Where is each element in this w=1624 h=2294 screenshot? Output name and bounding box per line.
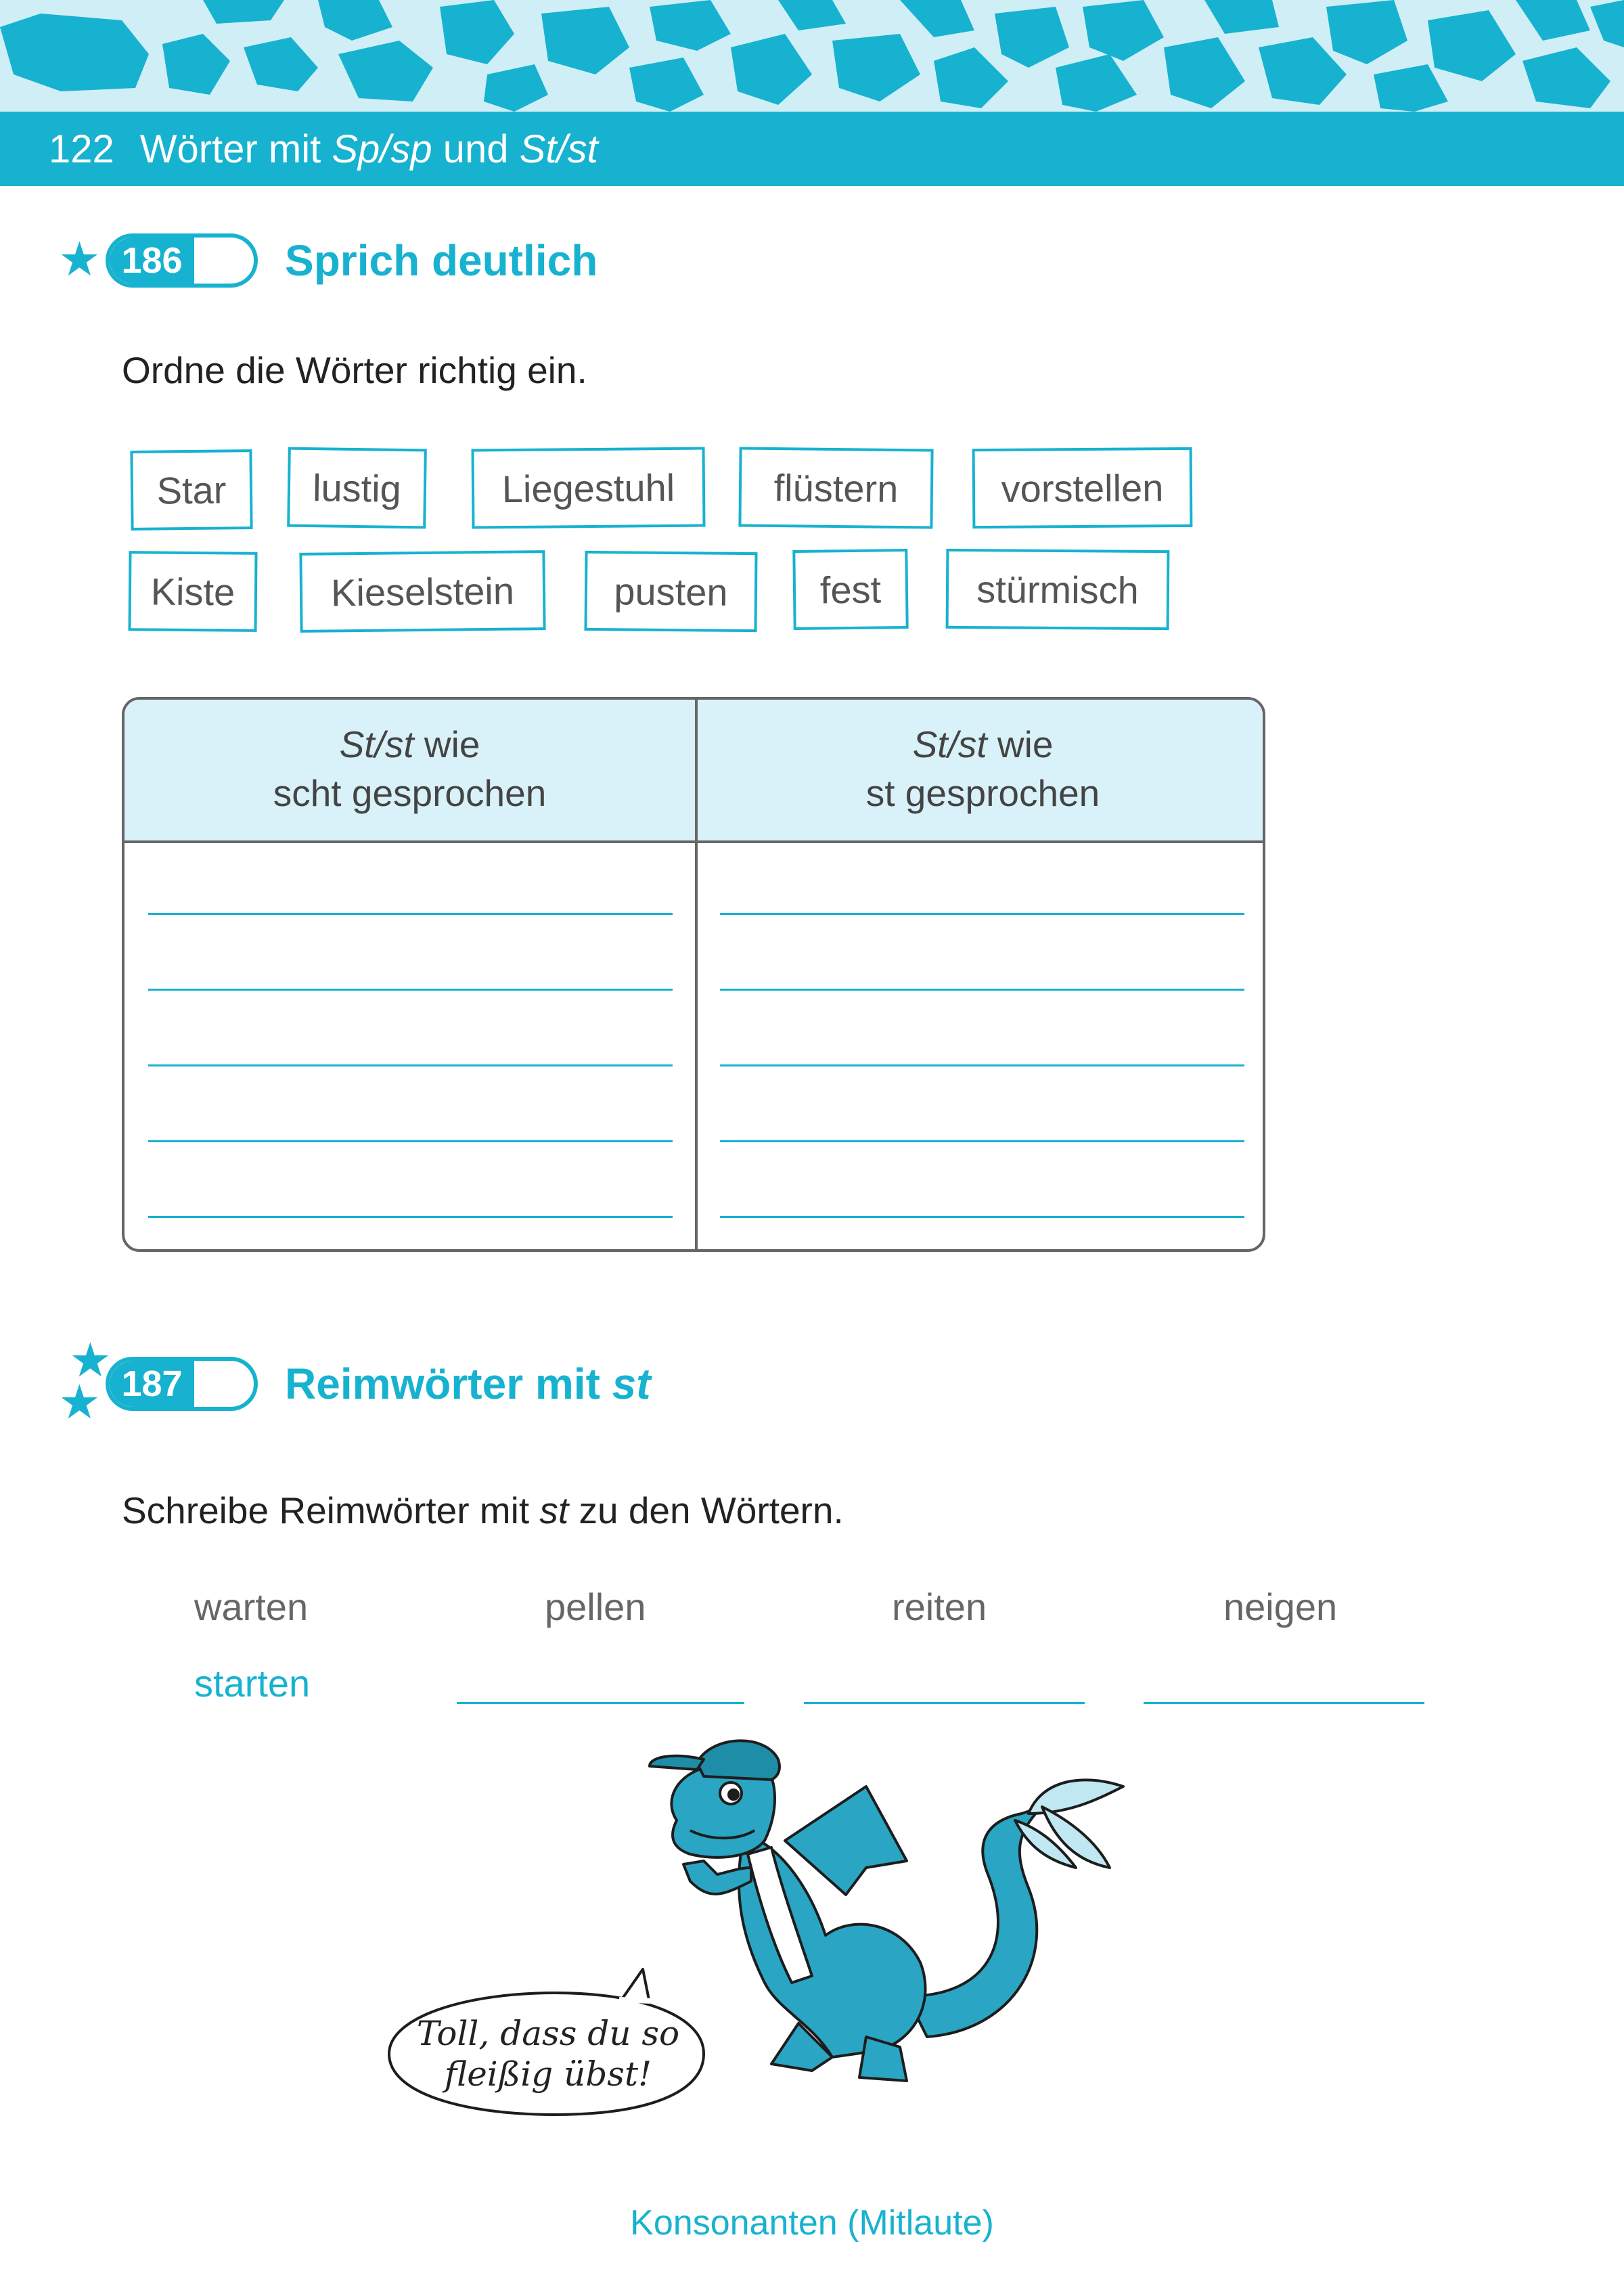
page-title-bar — [0, 112, 1624, 186]
task-number-badge — [106, 1357, 258, 1411]
rhyme-source-word: reiten — [892, 1585, 987, 1628]
task-186-instruction: Ordne die Wörter richtig ein. — [122, 349, 587, 391]
answer-line-col2[interactable] — [720, 989, 1244, 991]
word-card[interactable]: vorstellen — [972, 447, 1193, 528]
answer-line-col1[interactable] — [148, 989, 673, 991]
task-number-badge — [106, 233, 258, 288]
word-card[interactable]: stürmisch — [946, 549, 1170, 630]
answer-line-col1[interactable] — [148, 1064, 673, 1066]
word-card[interactable]: Liegestuhl — [471, 447, 705, 528]
decorative-header-pattern — [0, 0, 1624, 112]
column-header-st: St/st wie st gesprochen — [865, 723, 1100, 814]
task-187-header — [54, 1332, 651, 1430]
star-icon: ★ — [58, 1374, 101, 1430]
word-card[interactable]: Kieselstein — [299, 550, 545, 633]
difficulty-stars — [54, 1332, 112, 1430]
column-divider — [695, 700, 698, 1249]
task-title: Reimwörter mit st — [285, 1359, 651, 1408]
word-card[interactable]: Kiste — [128, 551, 257, 632]
rhyme-answer-line[interactable] — [804, 1702, 1085, 1704]
rhyme-answer-line[interactable] — [1144, 1702, 1424, 1704]
answer-line-col2[interactable] — [720, 1140, 1244, 1142]
word-card[interactable]: Star — [130, 449, 252, 531]
sorting-table — [122, 697, 1265, 1252]
speech-bubble-text: Toll, dass du so fleißig übst! — [416, 2014, 680, 2094]
task-186-header — [54, 220, 597, 301]
answer-line-col2[interactable] — [720, 1064, 1244, 1066]
task-title: Sprich deutlich — [285, 236, 598, 285]
word-card[interactable]: fest — [792, 549, 908, 630]
task-187-instruction: Schreibe Reimwörter mit st zu den Wörtern. — [122, 1489, 844, 1531]
stone-pattern-graphic — [0, 0, 1624, 112]
word-card[interactable]: lustig — [287, 447, 427, 529]
difficulty-stars — [54, 220, 108, 301]
task-number: 186 — [110, 238, 194, 284]
word-card[interactable]: pusten — [584, 551, 757, 632]
star-icon: ★ — [69, 1332, 112, 1388]
rhyme-source-word: warten — [194, 1585, 309, 1628]
word-card[interactable]: flüstern — [738, 447, 933, 529]
rhyme-source-word: neigen — [1223, 1585, 1338, 1628]
answer-line-col1[interactable] — [148, 913, 673, 915]
rhyme-answer-line[interactable] — [457, 1702, 744, 1704]
example-answer: starten — [194, 1662, 311, 1705]
answer-line-col2[interactable] — [720, 913, 1244, 915]
page-number: 122 — [49, 127, 114, 171]
page-title: Wörter mit Sp/sp und St/st — [139, 127, 598, 171]
task-number: 187 — [110, 1361, 194, 1407]
rhyme-source-word: pellen — [545, 1585, 646, 1628]
star-icon: ★ — [58, 231, 101, 287]
answer-line-col1[interactable] — [148, 1140, 673, 1142]
answer-line-col1[interactable] — [148, 1216, 673, 1218]
column-header-scht: St/st wie scht gesprochen — [273, 723, 547, 814]
answer-line-col2[interactable] — [720, 1216, 1244, 1218]
page-footer: Konsonanten (Mitlaute) — [630, 2203, 994, 2243]
